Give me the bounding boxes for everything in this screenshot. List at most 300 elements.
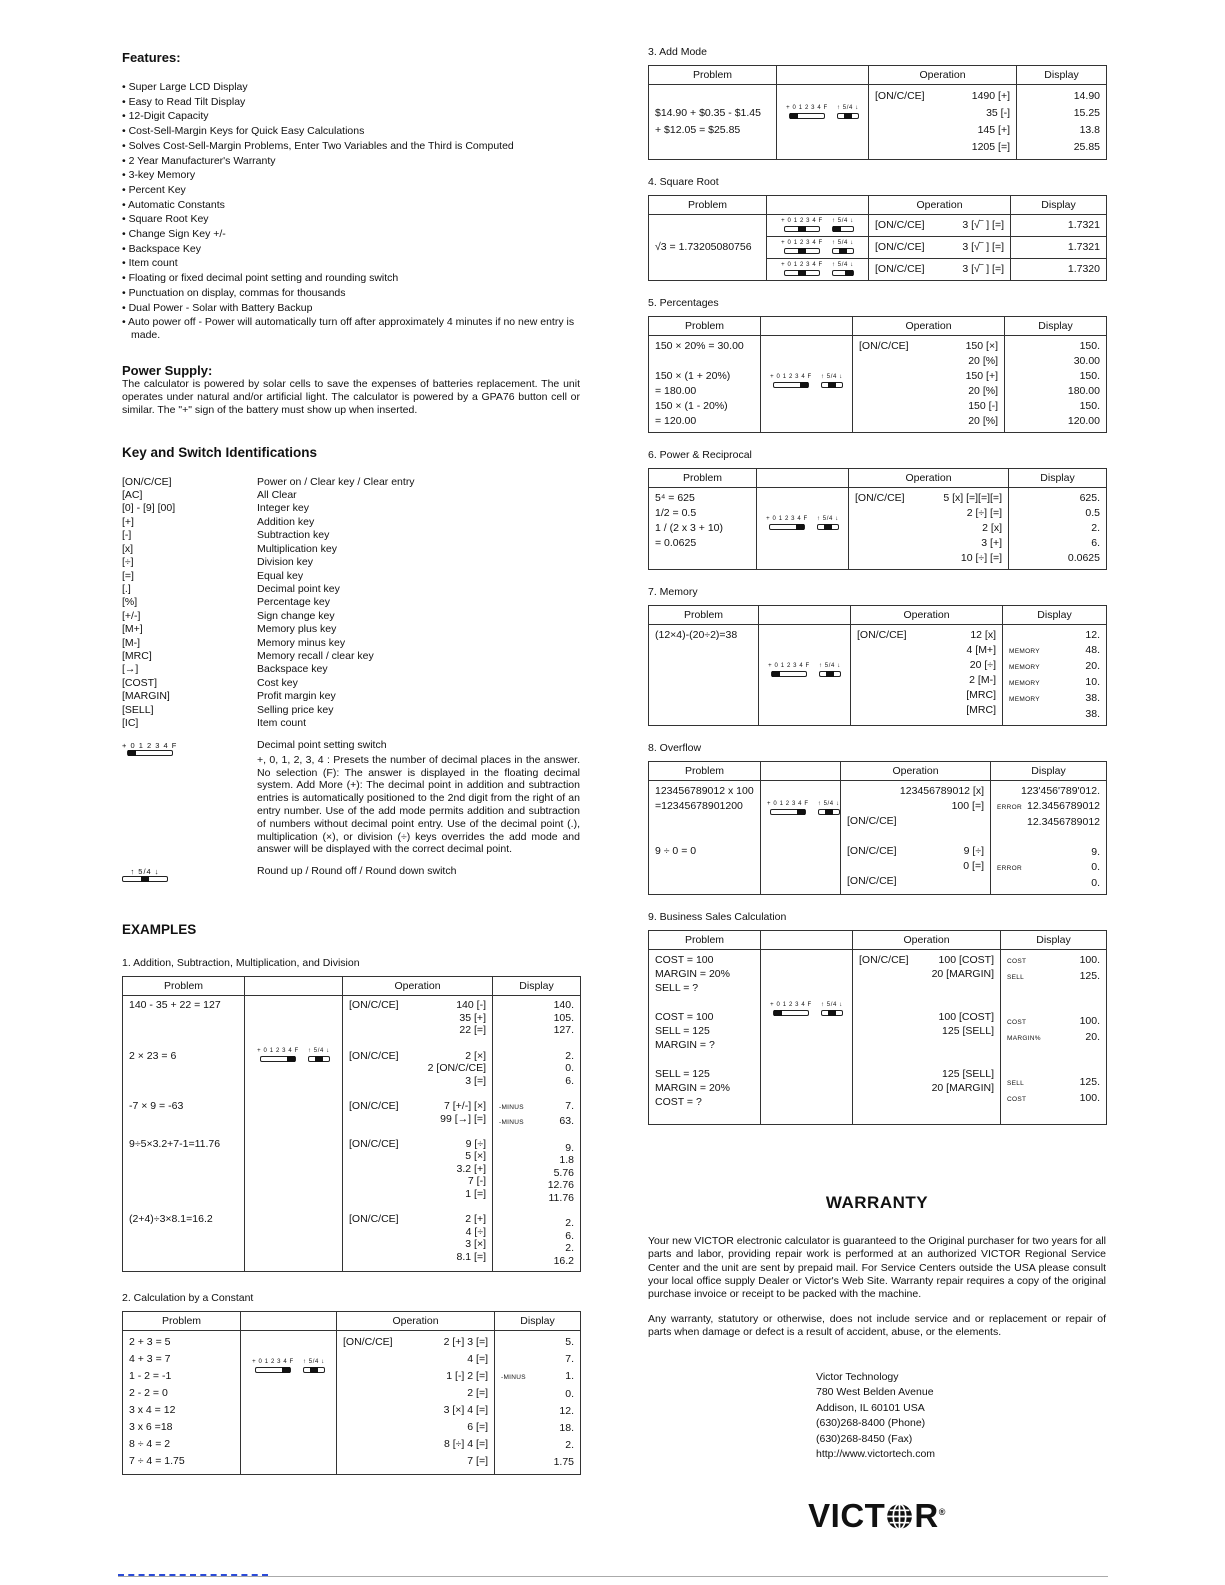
display-line: COST 100. [1007,954,1100,966]
operation-line: [ON/C/CE] [847,875,897,887]
problem-text: 150 × (1 - 20%) [655,400,728,412]
display-line [499,1037,574,1050]
page-bottom-blue-dashes [118,1574,268,1576]
decimal-switch-icon: + 0 1 2 3 4 F [781,240,823,254]
display-line: 30.00 [1073,355,1100,367]
display-line [499,1087,574,1100]
business-sales-table [648,930,1107,1125]
column-header-switches [761,317,853,336]
operation-line: 4 [=] [467,1352,488,1365]
decimal-switch-description: +, 0, 1, 2, 3, 4 : Presets the number of decimal places in the answer. No selection (F): The answer is displayed in the floating decimal system. Add More (+): The decimal point in addition and subtraction entries is automatically positioned to the 2nd digit from the right of an entry number. Use of the add mode permits addition and subtraction of numbers without decimal point entry. Use of the decimal point (.), multiplication (×), or division (÷) keys overrides the add mode and answer will be displayed with the correct decimal point. [257,753,580,856]
operation-cell [337,1330,495,1474]
column-header-switches [767,196,869,215]
display-line: 12.76 [547,1179,574,1192]
operation-clear: [ON/C/CE] [875,263,925,275]
display-line: 2. [565,1049,574,1062]
switch-cell [761,781,841,895]
operation-line: 7 [=] [467,1454,488,1467]
switch-pair [781,218,854,232]
problem-text: $14.90 + $0.35 - $1.45 [655,107,761,119]
problem-text [655,874,754,889]
operation-line: 5 [×] [465,1150,486,1163]
key-label: [x] [122,542,134,555]
operation-line [349,1125,486,1138]
feature-item: • Change Sign Key +/- [122,228,580,241]
decimal-switch-icon: + 0 1 2 3 4 F [767,801,809,815]
display-cell [1003,625,1107,726]
problem-text [129,1012,238,1025]
problem-text: (12×4)-(20÷2)=38 [655,629,738,641]
display-line [499,1205,574,1218]
section9-title: 9. Business Sales Calculation [648,911,787,923]
operation-line: 8.1 [=] [456,1251,486,1264]
display-line: 150. [1079,400,1100,412]
key-description: Division key [257,556,314,569]
decimal-switch-icon: + 0 1 2 3 4 F [781,262,823,276]
operation-line: [ON/C/CE] 2 [+] [349,1213,486,1226]
decimal-switch-icon: + 0 1 2 3 4 F [766,516,808,530]
operation-line: 20 [%] [968,355,998,367]
operation-line [847,829,984,844]
operation-line: 20 [÷] [969,659,996,671]
key-description: Profit margin key [257,690,336,703]
display-line: 1.8 [559,1154,574,1167]
decimal-switch-icon: + 0 1 2 3 4 F [786,105,828,119]
display-line: 14.90 [1073,90,1100,102]
display-line: 105. [553,1011,574,1024]
key-label: [SELL] [122,703,154,716]
decimal-switch-icon: + 0 1 2 3 4 F [770,374,812,388]
column-header-switches [245,977,343,996]
operation-line: [ON/C/CE] 150 [×] [859,340,998,352]
problem-cell [649,85,777,160]
display-line: 6. [1091,537,1100,549]
problem-text [655,829,754,844]
column-header-problem: Problem [649,469,757,488]
display-line: 25.85 [1073,141,1100,153]
problem-text: 150 × 20% = 30.00 [655,340,744,352]
problem-text [129,1238,238,1251]
key-label: [ON/C/CE] [122,475,172,488]
operation-line: 20 [%] [968,385,998,397]
display-line: 2. [565,1438,574,1451]
problem-text: 140 - 35 + 22 = 127 [129,999,221,1012]
display-line: 18. [559,1421,574,1434]
operation-line: 2 [x] [982,522,1002,534]
key-identification-row [122,637,580,650]
problem-cell [123,996,245,1271]
display-line: 0. [565,1387,574,1400]
section8-title: 8. Overflow [648,742,702,754]
operation-line [859,1038,994,1052]
operation-line [349,1087,486,1100]
features-list [122,81,580,343]
operation-line: 2 [÷] [=] [966,507,1002,519]
column-header-operation: Operation [869,196,1011,215]
problem-text: =12345678901200 [655,800,743,812]
key-identification-row [122,489,580,502]
key-description: Selling price key [257,703,334,716]
display-line: ERROR 12.3456789012 [997,800,1100,812]
problem-text [129,1024,238,1037]
display-line: 5. [565,1335,574,1348]
display-line: 0. [1091,877,1100,889]
operation-cell [841,781,991,895]
column-header-display: Display [493,977,581,996]
rounding-switch-icon: ↑ 5/4 ↓ [122,868,168,882]
display-line: 5.76 [553,1166,574,1179]
column-header-switches [761,762,841,781]
display-cell [1011,259,1107,281]
problem-text: COST = 100 [655,954,714,966]
feature-item: • 3-key Memory [122,169,580,182]
display-line: MEMORY 10. [1009,676,1100,688]
key-identification-row [122,502,580,515]
problem-cell [649,488,757,570]
display-line: 0.0625 [1067,552,1100,564]
feature-item: • Super Large LCD Display [122,81,580,94]
problem-text: = 120.00 [655,415,697,427]
display-cell [1017,85,1107,160]
decimal-switch-row [122,739,580,856]
display-line: 6. [565,1229,574,1242]
operation-line: 4 [÷] [465,1225,486,1238]
operation-line: 1 [-] 2 [=] [446,1369,488,1382]
key-label: [M+] [122,623,143,636]
decimal-switch-icon: + 0 1 2 3 4 F [768,663,810,677]
key-label: [IC] [122,716,139,729]
example2-table [122,1311,581,1475]
operation-line: [ON/C/CE] 5 [x] [=][=][=] [855,492,1002,504]
operation-line: 1 [=] [465,1188,486,1201]
examples-heading: EXAMPLES [122,922,197,938]
key-description: Sign change key [257,609,335,622]
display-line: MEMORY 38. [1009,692,1100,704]
key-label: [MARGIN] [122,690,170,703]
display-cell [1009,488,1107,570]
display-cell [493,996,581,1271]
operation-keys: 3 [√‾ ] [=] [962,241,1004,253]
section4-title: 4. Square Root [648,176,719,188]
column-header-problem: Problem [649,317,761,336]
display-cell [1011,215,1107,237]
operation-line: 99 [→] [=] [440,1112,486,1125]
key-description: Addition key [257,515,315,528]
operation-line: 125 [SELL] [942,1024,994,1037]
registered-mark: ® [938,1506,946,1517]
key-description: Integer key [257,502,309,515]
display-line: MEMORY 20. [1009,660,1100,672]
problem-text [129,1226,238,1239]
display-value: 1.7320 [1067,263,1100,275]
features-heading: Features: [122,50,181,65]
problem-text [129,1150,238,1163]
victor-logo [648,1497,1106,1538]
operation-line: [ON/C/CE] 1490 [+] [875,90,1010,102]
display-line: 120.00 [1067,415,1100,427]
problem-text: 1/2 = 0.5 [655,507,697,519]
operation-line: 20 [MARGIN] [931,1081,994,1094]
operation-line: [ON/C/CE] [847,815,897,827]
key-label: [0] - [9] [00] [122,502,176,515]
problem-cell [649,950,761,1125]
display-line [1007,1046,1100,1060]
display-line: 38. [1085,708,1100,720]
percentages-table [648,316,1107,433]
operation-line: 7 [-] [467,1175,486,1188]
example1-table [122,976,581,1271]
left-column [122,50,580,1475]
problem-cell [649,625,759,726]
decimal-switch-icon: + 0 1 2 3 4 F [122,742,177,756]
column-header-switches [777,66,869,85]
key-description: Cost key [257,676,298,689]
key-identification-row [122,529,580,542]
operation-line [859,1095,994,1109]
rounding-switch-icon: ↑ 5/4 ↓ [837,105,859,119]
feature-item: • Dual Power - Solar with Battery Backup [122,302,580,315]
column-header-switches [241,1311,337,1330]
operation-line: 1205 [=] [971,141,1010,153]
operation-line: 3 [=] [465,1074,486,1087]
column-header-operation: Operation [849,469,1009,488]
display-line: -MINUS 7. [499,1099,574,1112]
operation-line: 8 [÷] 4 [=] [444,1437,488,1450]
add-mode-table [648,65,1107,160]
key-label: [=] [122,569,134,582]
problem-text: SELL = ? [655,982,699,995]
problem-text [129,1163,238,1176]
key-label: [COST] [122,676,158,689]
problem-text [655,354,754,369]
key-identification-row [122,663,580,676]
key-identification-row [122,704,580,717]
address-line: 780 West Belden Avenue [816,1386,934,1399]
key-label: [÷] [122,556,134,569]
problem-text: 4 + 3 = 7 [129,1352,171,1365]
operation-line: 20 [%] [968,415,998,427]
switch-pair [766,516,839,530]
display-cell [991,781,1107,895]
decimal-switch-title: Decimal point setting switch [257,739,387,752]
switch-pair [786,105,859,119]
column-header-problem: Problem [649,762,761,781]
operation-cell [869,215,1011,237]
operation-line: 22 [=] [459,1024,486,1037]
right-column [648,46,1106,1538]
operation-line: 6 [=] [467,1420,488,1433]
problem-text: 150 × (1 + 20%) [655,370,731,382]
page-bottom-rule [118,1576,1108,1577]
display-line [1007,1000,1100,1014]
display-cell [1011,237,1107,259]
key-description: Memory recall / clear key [257,649,374,662]
display-line: 13.8 [1079,124,1100,136]
display-line: 140. [553,999,574,1012]
column-header-switches [759,606,851,625]
problem-cell [649,781,761,895]
section5-title: 5. Percentages [648,297,719,309]
key-identification-row [122,690,580,703]
display-line: 9. [565,1141,574,1154]
display-line: 625. [1079,492,1100,504]
problem-text: 9÷5×3.2+7-1=11.76 [129,1137,221,1150]
operation-line: 3 [×] 4 [=] [443,1403,488,1416]
feature-item: • 12-Digit Capacity [122,110,580,123]
display-line: 15.25 [1073,107,1100,119]
operation-line: [ON/C/CE] 7 [+/-] [×] [349,1099,486,1112]
operation-clear: [ON/C/CE] [875,241,925,253]
display-line: 12.3456789012 [1027,816,1100,828]
switch-pair [781,240,854,254]
operation-line: [ON/C/CE] 100 [COST] [859,954,994,966]
display-value: 1.7321 [1067,219,1100,231]
key-identification-row [122,650,580,663]
column-header-operation: Operation [337,1311,495,1330]
feature-item: • Square Root Key [122,213,580,226]
column-header-display: Display [1011,196,1107,215]
problem-text: MARGIN = 20% [655,968,730,981]
switch-cell [241,1330,337,1474]
rounding-switch-icon: ↑ 5/4 ↓ [308,1048,330,1062]
rounding-switch-icon: ↑ 5/4 ↓ [817,516,839,530]
feature-item: • Item count [122,257,580,270]
operation-cell [343,996,493,1271]
switch-cell [761,336,853,433]
feature-item: • 2 Year Manufacturer's Warranty [122,155,580,168]
operation-line: 125 [SELL] [942,1067,994,1080]
display-line: 16.2 [553,1255,574,1268]
column-header-operation: Operation [853,931,1001,950]
problem-text: (2+4)÷3×8.1=16.2 [129,1213,213,1226]
operation-line: 3 [+] [981,537,1002,549]
column-header-display: Display [1005,317,1107,336]
square-root-table [648,195,1107,281]
power-reciprocal-table [648,468,1107,570]
example2-title: 2. Calculation by a Constant [122,1291,254,1304]
address-line: Addison, IL 60101 USA [816,1401,925,1414]
decimal-switch-icon: + 0 1 2 3 4 F [257,1048,299,1062]
display-line: 2. [1091,522,1100,534]
problem-text [129,1201,238,1214]
problem-cell [123,1330,241,1474]
display-line: 12. [559,1404,574,1417]
display-cell [495,1330,581,1474]
operation-cell [869,259,1011,281]
problem-cell [649,336,761,433]
feature-item: • Easy to Read Tilt Display [122,96,580,109]
rounding-switch-icon: ↑ 5/4 ↓ [821,374,843,388]
column-header-operation: Operation [343,977,493,996]
rounding-switch-row [122,865,580,882]
column-header-switches [757,469,849,488]
decimal-switch-icon: + 0 1 2 3 4 F [252,1359,294,1373]
display-line: MEMORY 48. [1009,644,1100,656]
key-description: Memory plus key [257,623,337,636]
key-identification-row [122,570,580,583]
key-label: [+/-] [122,609,141,622]
operation-line [349,1201,486,1214]
key-identification-row [122,476,580,489]
problem-text [655,814,754,829]
key-label: [.] [122,582,131,595]
problem-text: COST = 100 [655,1010,714,1023]
column-header-operation: Operation [851,606,1003,625]
display-line: 123'456'789'012. [1020,785,1100,797]
warranty-heading: WARRANTY [825,1193,929,1213]
rounding-switch-icon: ↑ 5/4 ↓ [819,663,841,677]
key-identification-row [122,717,580,730]
problem-text [129,1087,238,1100]
problem-text: 8 ÷ 4 = 2 [129,1437,171,1450]
switch-pair [767,801,840,815]
switch-cell [767,259,869,281]
display-line: 2. [565,1217,574,1230]
key-label: [→] [122,663,139,676]
operation-cell [851,625,1003,726]
operation-line: 4 [M+] [966,644,996,656]
switch-cell [761,950,853,1125]
operation-line: 100 [COST] [938,1010,994,1023]
problem-text [655,996,754,1010]
problem-cell [649,215,767,281]
key-description: Subtraction key [257,529,330,542]
column-header-operation: Operation [869,66,1017,85]
keys-heading: Key and Switch Identifications [122,444,318,460]
key-label: [AC] [122,489,143,502]
display-line: SELL 125. [1007,1075,1100,1088]
operation-line: 123456789012 [x] [899,785,984,797]
power-supply-text: The calculator is powered by solar cells to save the expenses of batteries replacement. The unit operates under natural and/or artificial light. The calculator is powered by a GPA76 button cell or similar. The "+" sign of the battery must show up when inserted. [122,377,580,416]
problem-text: COST = ? [655,1096,702,1108]
problem-text: SELL = 125 [655,1025,710,1037]
problem-text [129,1188,238,1201]
problem-text: 2 + 3 = 5 [129,1335,171,1348]
problem-text: 3 x 4 = 12 [129,1403,176,1416]
section7-title: 7. Memory [648,586,698,598]
problem-text [129,1113,238,1126]
feature-item: • Solves Cost-Sell-Margin Problems, Enter Two Variables and the Third is Computed [122,140,580,153]
section6-title: 6. Power & Reciprocal [648,449,752,461]
problem-text [655,859,754,874]
decimal-switch-icon: + 0 1 2 3 4 F [770,1002,812,1016]
problem-text: 1 / (2 x 3 + 10) [655,522,723,534]
key-description: Percentage key [257,596,330,609]
key-label: [%] [122,596,138,609]
operation-line: 0 [=] [963,860,984,872]
key-label: [M-] [122,636,141,649]
operation-line: 35 [-] [986,107,1010,119]
display-cell [1001,950,1107,1125]
column-header-problem: Problem [649,196,767,215]
memory-table [648,605,1107,726]
rounding-switch-icon: ↑ 5/4 ↓ [832,218,854,232]
key-description: Backspace key [257,663,328,676]
display-line: 150. [1079,370,1100,382]
operation-line: 2 [ON/C/CE] [427,1062,486,1075]
display-line: COST 100. [1007,1014,1100,1027]
column-header-display: Display [495,1311,581,1330]
problem-text: 5⁴ = 625 [655,492,695,504]
display-line: 1.75 [553,1455,574,1468]
feature-item: • Automatic Constants [122,199,580,212]
feature-item: • Auto power off - Power will automatically turn off after approximately 4 minutes if no new entry is made. [122,316,580,342]
problem-text [129,1075,238,1088]
operation-cell [869,237,1011,259]
switch-pair [770,374,843,388]
display-line [1007,1107,1100,1121]
operation-line: 145 [+] [977,124,1010,136]
